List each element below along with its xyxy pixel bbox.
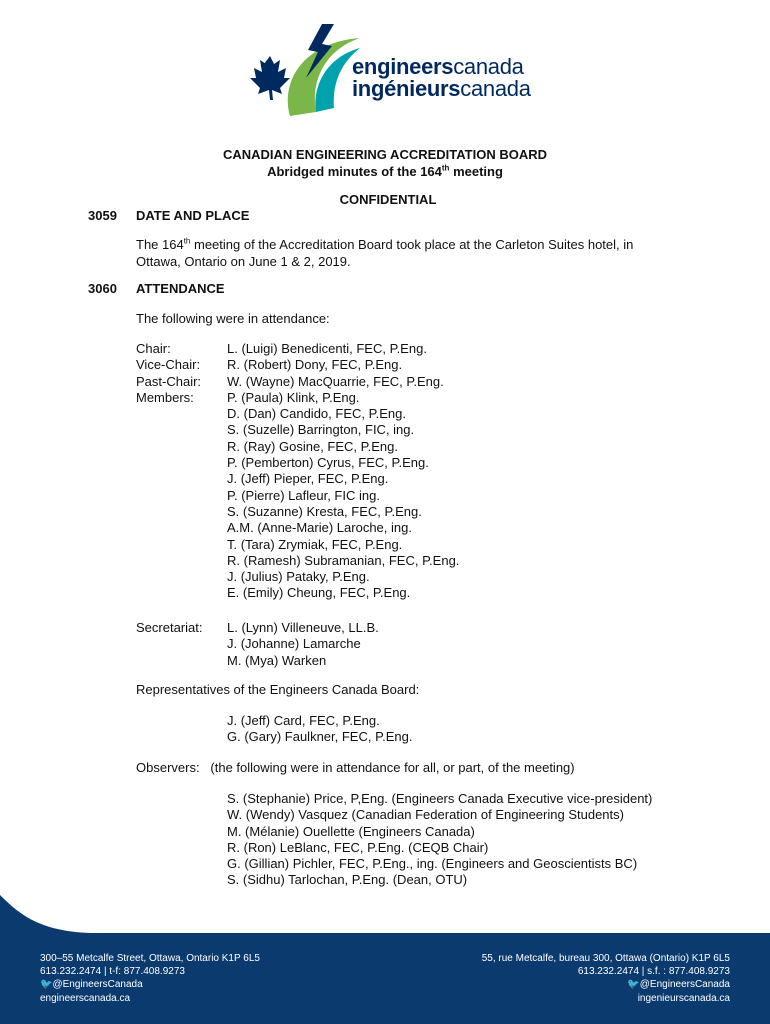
section-title: DATE AND PLACE bbox=[136, 208, 250, 223]
footer-website[interactable]: engineerscanada.ca bbox=[40, 992, 131, 1004]
observers-intro: Observers: (the following were in attendance for all, or part, of the meeting) bbox=[136, 760, 575, 775]
list-item: S. (Suzelle) Barrington, FIC, ing. bbox=[227, 422, 415, 438]
footer-address: 300–55 Metcalfe Street, Ottawa, Ontario K1P 6L5 bbox=[40, 953, 260, 964]
logo-wordmark bbox=[352, 56, 531, 100]
list-item: J. (Jeff) Pieper, FEC, P.Eng. bbox=[227, 471, 389, 487]
footer-address: 55, rue Metcalfe, bureau 300, Ottawa (Ontario) K1P 6L5 bbox=[481, 953, 730, 964]
confidential-label: CONFIDENTIAL bbox=[339, 192, 437, 207]
list-item: M. (Mya) Warken bbox=[227, 652, 327, 668]
list-item: D. (Dan) Candido, FEC, P.Eng. bbox=[227, 406, 406, 422]
list-item: L. (Luigi) Benedicenti, FEC, P.Eng. bbox=[227, 341, 427, 356]
document-title: CANADIAN ENGINEERING ACCREDITATION BOARD bbox=[222, 147, 548, 162]
twitter-bird-icon: 🐦 bbox=[627, 979, 640, 991]
list-item: W. (Wayne) MacQuarrie, FEC, P.Eng. bbox=[227, 373, 444, 389]
footer-phone: 613.232.2474 | s.f. : 877.408.9273 bbox=[577, 966, 730, 978]
section-paragraph: The 164th meeting of the Accreditation Board took place at the Carleton Suites hotel, in Ottawa, Ontario on June 1 & 2, 2019. bbox=[136, 236, 634, 269]
role-label: Vice-Chair: bbox=[136, 357, 201, 373]
section-title: ATTENDANCE bbox=[136, 281, 225, 296]
list-item: G. (Gillian) Pichler, FEC, P.Eng., ing. (Engineers and Geoscientists BC) bbox=[227, 856, 638, 872]
list-item: P. (Pemberton) Cyrus, FEC, P.Eng. bbox=[227, 455, 429, 471]
secretariat-label: Secretariat: bbox=[136, 620, 203, 635]
list-item: A.M. (Anne-Marie) Laroche, ing. bbox=[227, 520, 412, 536]
role-label: Chair: bbox=[136, 341, 171, 356]
representatives-intro: Representatives of the Engineers Canada Board: bbox=[136, 682, 420, 697]
footer-phone: 613.232.2474 | t-f: 877.408.9273 bbox=[40, 966, 185, 978]
section-number: 3060 bbox=[88, 281, 117, 296]
document-subtitle: Abridged minutes of the 164th meeting bbox=[267, 163, 503, 179]
list-item: R. (Robert) Dony, FEC, P.Eng. bbox=[227, 357, 403, 373]
logo-line-french: ingénieurscanada bbox=[352, 76, 531, 101]
attendee-list bbox=[227, 341, 459, 602]
list-item: R. (Ron) LeBlanc, FEC, P.Eng. (CEQB Chair) bbox=[227, 839, 489, 855]
list-item: P. (Pierre) Lafleur, FIC ing. bbox=[227, 487, 380, 503]
list-item: J. (Jeff) Card, FEC, P.Eng. bbox=[227, 713, 380, 728]
list-item: P. (Paula) Klink, P.Eng. bbox=[227, 389, 360, 405]
list-item: W. (Wendy) Vasquez (Canadian Federation of Engineering Students) bbox=[227, 807, 624, 823]
footer-website[interactable]: ingenieurscanada.ca bbox=[637, 992, 730, 1004]
list-item: J. (Johanne) Lamarche bbox=[227, 636, 361, 652]
role-label: Past-Chair: bbox=[136, 373, 202, 389]
observers-list bbox=[227, 791, 652, 889]
section-number: 3059 bbox=[88, 208, 117, 223]
role-labels bbox=[136, 341, 201, 406]
role-label: Members: bbox=[136, 389, 194, 405]
list-item: E. (Emily) Cheung, FEC, P.Eng. bbox=[227, 585, 411, 601]
list-item: G. (Gary) Faulkner, FEC, P.Eng. bbox=[227, 729, 413, 745]
representatives-list bbox=[227, 713, 412, 746]
list-item: S. (Stephanie) Price, P,Eng. (Engineers Canada Executive vice-president) bbox=[227, 791, 653, 806]
logo-line-english: engineerscanada bbox=[352, 54, 524, 79]
twitter-bird-icon: 🐦 bbox=[40, 979, 53, 991]
list-item: R. (Ray) Gosine, FEC, P.Eng. bbox=[227, 438, 398, 454]
list-item: T. (Tara) Zrymiak, FEC, P.Eng. bbox=[227, 536, 403, 552]
attendance-intro: The following were in attendance: bbox=[136, 311, 330, 326]
footer-contact-french bbox=[482, 952, 730, 1005]
list-item: L. (Lynn) Villeneuve, LL.B. bbox=[227, 620, 379, 635]
list-item: J. (Julius) Pataky, P.Eng. bbox=[227, 569, 370, 585]
footer-twitter[interactable]: 🐦@EngineersCanada bbox=[40, 979, 143, 991]
list-item: S. (Suzanne) Kresta, FEC, P.Eng. bbox=[227, 503, 422, 519]
footer-contact-english bbox=[40, 952, 260, 1005]
secretariat-list bbox=[227, 620, 379, 669]
list-item: M. (Mélanie) Ouellette (Engineers Canada) bbox=[227, 823, 475, 839]
list-item: S. (Sidhu) Tarlochan, P.Eng. (Dean, OTU) bbox=[227, 872, 468, 888]
list-item: R. (Ramesh) Subramanian, FEC, P.Eng. bbox=[227, 552, 460, 568]
footer-twitter[interactable]: 🐦@EngineersCanada bbox=[627, 979, 730, 991]
